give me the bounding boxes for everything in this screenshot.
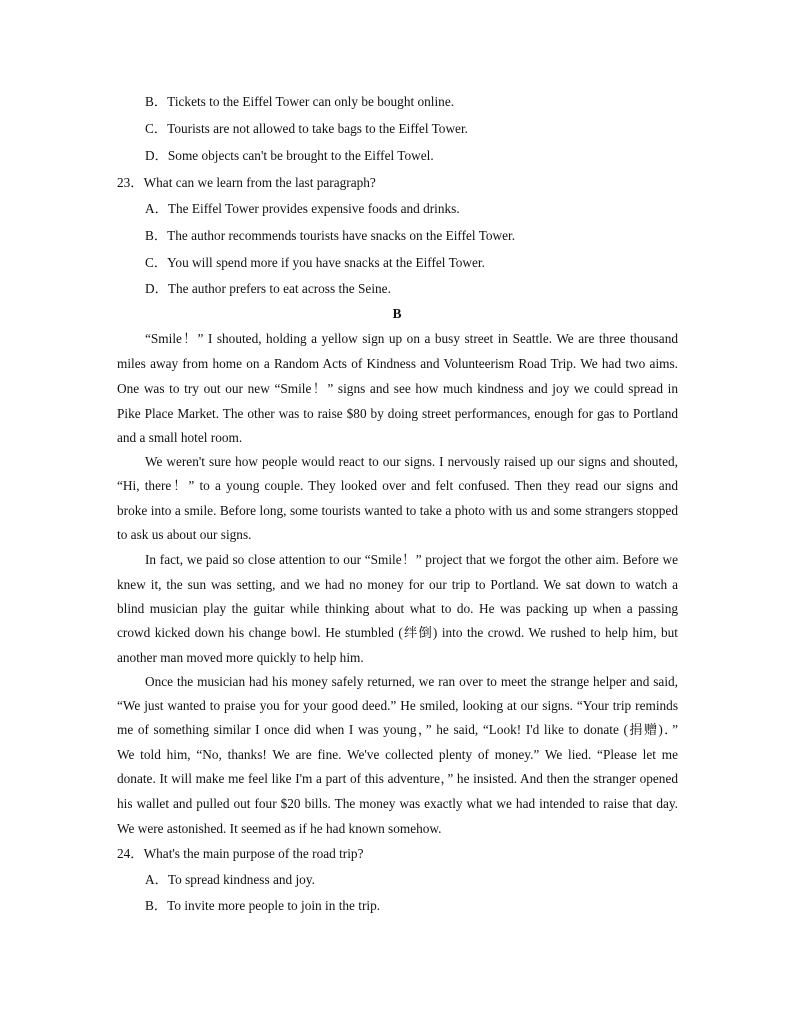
passage-line: “Hi, there！” to a young couple. They looked over and felt confused. Then they read our signs and (117, 478, 678, 493)
passage-line: We were astonished. It seemed as if he had known somehow. (117, 821, 442, 836)
passage-line: crowd kicked down his change bowl. He stumbled (绊倒) into the crowd. We rushed to help him, but (117, 625, 678, 640)
passage-line: One was to try out our new “Smile！” signs and see how much kindness and joy we could spread in (117, 381, 678, 396)
q23-option-b: B．The author recommends tourists have snacks on the Eiffel Tower. (145, 228, 516, 243)
question-24: 24．What's the main purpose of the road trip? (117, 846, 364, 861)
passage-line: blind musician play the guitar while thinking about what to do. He was packing up when a passing (117, 601, 678, 616)
q23-option-a: A．The Eiffel Tower provides expensive foods and drinks. (145, 201, 460, 216)
option-b-prev: B．Tickets to the Eiffel Tower can only be bought online. (145, 94, 455, 109)
q23-option-c: C．You will spend more if you have snacks at the Eiffel Tower. (145, 255, 485, 270)
passage-line: knew it, the sun was setting, and we had no money for our trip to Portland. We sat down to watch a (117, 577, 678, 592)
passage-line: Once the musician had his money safely returned, we ran over to meet the strange helper and said, (145, 674, 678, 689)
passage-line: me of something similar I once did when I was young，” he said, “Look! I'd like to donate (捐赠)．” (117, 722, 678, 737)
option-c-prev: C．Tourists are not allowed to take bags to the Eiffel Tower. (145, 121, 468, 136)
passage-line: his wallet and pulled out four $20 bills. The money was exactly what we had intended to raise that day. (117, 796, 678, 811)
passage-line: and a small hotel room. (117, 430, 243, 445)
q24-option-b: B．To invite more people to join in the trip. (145, 898, 381, 913)
passage-line: In fact, we paid so close attention to our “Smile！” project that we forgot the other aim. Before we (145, 552, 678, 567)
option-d-prev: D．Some objects can't be brought to the Eiffel Towel. (145, 148, 434, 163)
q23-option-d: D．The author prefers to eat across the Seine. (145, 281, 391, 296)
q24-option-a: A．To spread kindness and joy. (145, 872, 315, 887)
passage-line: broke into a smile. Before long, some tourists wanted to take a photo with us and some strangers stopped (117, 503, 678, 518)
passage-line: donate. It will make me feel like I'm a part of this adventure，” he insisted. And then the stranger opened (117, 771, 678, 786)
question-23: 23．What can we learn from the last paragraph? (117, 175, 376, 190)
passage-line: to ask us about our signs. (117, 527, 252, 542)
passage-line: another man moved more quickly to help him. (117, 650, 364, 665)
passage-line: We told him, “No, thanks! We are fine. We've collected plenty of money.” We lied. “Please let me (117, 747, 678, 762)
passage-line: “Smile！” I shouted, holding a yellow sign up on a busy street in Seattle. We are three thousand (145, 331, 678, 346)
passage-line: miles away from home on a Random Acts of Kindness and Volunteerism Road Trip. We had two aims. (117, 356, 678, 371)
passage-line: We weren't sure how people would react to our signs. I nervously raised up our signs and shouted, (145, 454, 678, 469)
passage-line: “We just wanted to praise you for your good deed.” He smiled, looking at our signs. “Your trip reminds (117, 698, 678, 713)
passage-line: Pike Place Market. The other was to raise $80 by doing street performances, enough for gas to Portland (117, 406, 678, 421)
section-title: B (392, 306, 402, 321)
